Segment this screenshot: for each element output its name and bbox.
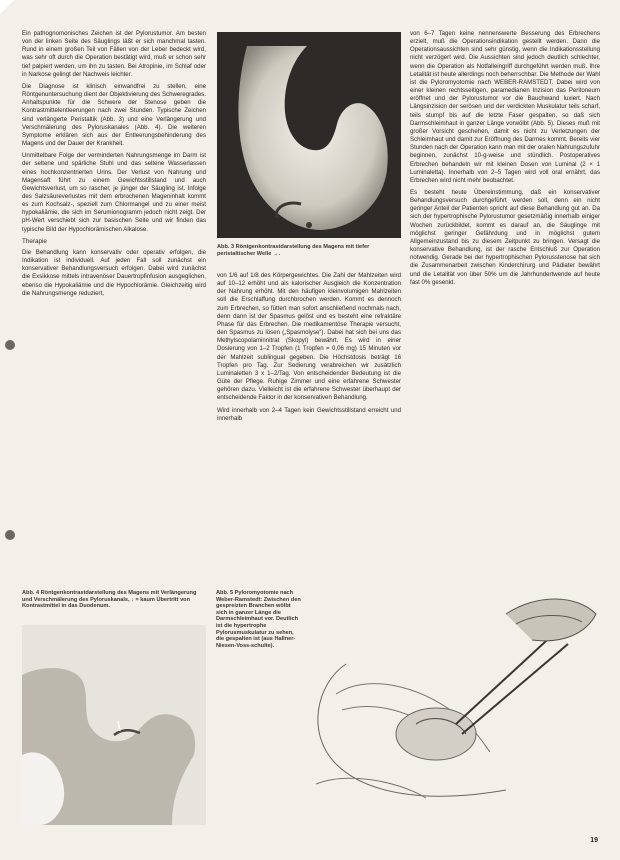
figure-caption-abb4: Abb. 4 Röntgenkontrastdarstellung des Magens mit Verlängerung und Verschmälerung des Pyloruskanals, ↓ = kaum Übertritt von Kontrastmittel in das Duodenum. [22,590,197,610]
section-heading: Therapie [22,237,47,245]
text-column-2 [217,272,401,427]
paragraph: Wird innerhalb von 2–4 Tagen kein Gewichtsstillstand erreicht und innerhalb [217,406,401,422]
paragraph: Unmittelbare Folge der verminderten Nahrungsmenge im Darm ist der seltene und spärliche Stuhl und das seltene Wasserlassen eines hochkonzentrierten Urins. Der Verlust von Nahrung und Magensaft führt zu einem Gewichtsstillstand und auch Gewichtsverlust, um so rascher, je jünger der Säugling ist. Infolge des Salzsäureverlustes mit dem erbrochenen Mageninhalt kommt es zum Kochsalz-, speziell zum Chlormangel und zu einer meist hypokaliämie, die sich im Serumionogramm jedoch nicht zeigt. Der pH-Wert verschiebt sich zur basischen Seite und wir finden das typische Bild der Hypochlorämischen Alkalose. [22,152,206,233]
xray-image-abb3 [217,32,401,238]
folded-corner [0,0,14,14]
paragraph: von 6–7 Tagen keine nennenswerte Besserung des Erbrechens erzielt, muß die Operationsindikation gestellt werden. Dann die Operationsaussichten sind sehr günstig, wenn die Indikationsstellung nicht verzögert wird. Die Aussichten sind jedoch deutlich schlechter, wenn die Operation als Notfalleingriff durchgeführt werden muß. Ihre Letalität ist heute allerdings noch beherrschbar. Die Methode der Wahl ist die Pyloromyotomie nach WEBER-RAMSTEDT. Dabei wird von einer kleinen rechtsseitigen, paramedianen Inzision das Peritoneum eröffnet und der Pylorustumor vor die Bauchwand luxiert. Nach Längsinzision der serösen und der verdickten Muskulatur teils scharf, teils stumpf bis auf die letzte Faser gespalten, so daß sich Darmschleimhaut in ganzer Länge vorwölbt (Abb. 5). Dieses muß mit großer Vorsicht geschehen, damit es nicht zu Verletzungen der Schleimhaut und damit zur Eröffnung des Darmes kommt. Bereits vier Stunden nach der Operation kann man mit der oralen Nahrungszufuhr beginnen, zunächst 10-g-weise und stündlich. Postoperatives Erbrechen behandeln wir mit kleinen Dosen von Luminal (2 × 1 Luminaletta). Innerhalb von 2–5 Tagen wird voll oral ernährt, das Erbrechen wird nicht mehr beobachtet. [410,30,600,184]
paragraph: Die Diagnose ist klinisch einwandfrei zu stellen, eine Röntgenuntersuchung dient der Objektivierung des Schweregrades. Anhaltspunkte für die Schwere der Stenose geben die Kontrastmittelentleerungen nach zwei Stunden. Typische Zeichen sind verlängerte Peristaltik (Abb. 3) und eine Verlängerung und Verschmälerung des Pyloruskanales (Abb. 4). Die weiteren Symptome erklären sich aus der Entleerungsbehinderung des Magens und der Dauer der Krankheit. [22,82,206,148]
figure-caption-abb3: Abb. 3 Röntgenkontrastdarstellung des Magens mit tiefer peristaltischer Welle →. [217,244,370,257]
paragraph: von 1/6 auf 1/8 des Körpergewichtes. Die Zahl der Mahlzeiten wird auf 10–12 erhöht und als kalorischer Ausgleich die Konzentration der Nahrung erhöht. Mit den häufigen kleinvolumigen Mahlzeiten soll die Erschlaffung durchbrochen werden. Kommt es dennoch zum Erbrechen, so füttert man sofort anschließend nochmals nach, denn dann ist der Spasmus gelöst und es besteht eine refraktäre Phase für das Erbrechen. Die medikamentöse Therapie versucht, den Spasmus zu lösen („Spasmolyse“). Dabei hat sich bei uns das Methylscopolaminnitrat (Skopyl) bewährt. Es wird in einer Dosierung von 1–2 Tropfen (1 Tropfen = 0,06 mg) 15 Minuten vor der Mahlzeit sublingual gegeben. Die Höchstdosis beträgt 16 Tropfen pro Tag. Zur Sedierung verabreichen wir zusätzlich Luminaletten 3 x 1–2/Tag. Von entscheidender Bedeutung ist die Güte der Pflege. Ruhige Zimmer und eine erfahrene Schwester gehören dazu. Vielleicht ist die erfahrene Schwester überhaupt der entscheidende Faktor in der konservativen Behandlung. [217,272,401,402]
paragraph: Es besteht heute Übereinstimmung, daß ein konservativer Behandlungsversuch durchgeführt werden soll, denn ein nicht geringer Anteil der Patienten spricht auf diese Behandlung gut an. Da sich der hypertrophische Pylorustumor gesetzmäßig innerhalb einiger Wochen zurückbildet, kommt es darauf an, die Säuglinge mit möglichst geringer Gefährdung und in möglichst gutem Allgemeinzustand bis zu diesem Zeitpunkt zu bringen. Versagt die konservative Behandlung, ist der rasche Entschluß zur Operation notwendig. Gerade bei der hypertrophischen Pylorusstenose hat sich die Zusammenarbeit zwischen Kinderchirurg und Pädiater bewährt und die Letalität von über 50% um die Jahrhundertwende auf heute fast 0% gesenkt. [410,188,600,286]
text-column-1 [22,30,206,302]
paragraph: Die Behandlung kann konservativ oder operativ erfolgen, die Indikation ist individuell. Auf jeden Fall soll zunächst ein konservativer Behandlungsversuch erfolgen. Dabei wird zunächst die Exsikkose mittels intravenöser Dauertropfinfusion ausgeglichen, ebenso die Hypokaliämie und die Hypochlorämie. Gleichzeitig wird die Nahrungsmenge reduziert, [22,248,206,297]
xray-image-abb4 [22,625,206,825]
paragraph: Ein pathognomonisches Zeichen ist der Pylorustumor. Am besten von der linken Seite des Säuglings läßt er sich manchmal tasten. Rund in einem großen Teil von Fällen von der Leber bedeckt wird, was sehr oft durch die Operation bestätigt wird, muß er schon sehr tief palpiert werden, um ihn zu tasten. Bei Atropinie, im Schlaf oder in Narkose gelingt der Nachweis leichter. [22,30,206,78]
figure-caption-abb5: Abb. 5 Pyloromyotomie nach Weber-Ramstedt: Zwischen den gespreizten Branchen wölbt sich in ganzer Länge die Darmschleimhaut vor. Deutlich ist die hypertrophe Pylorusmuskulatur zu sehen, die gespalten ist (aus Hallner-Niesen-Voss-schulte). [216,590,301,649]
surgery-illustration-abb5 [306,584,600,828]
punch-hole [5,530,15,540]
punch-hole [5,340,15,350]
page-number: 19 [590,837,598,844]
text-column-3 [410,30,600,291]
